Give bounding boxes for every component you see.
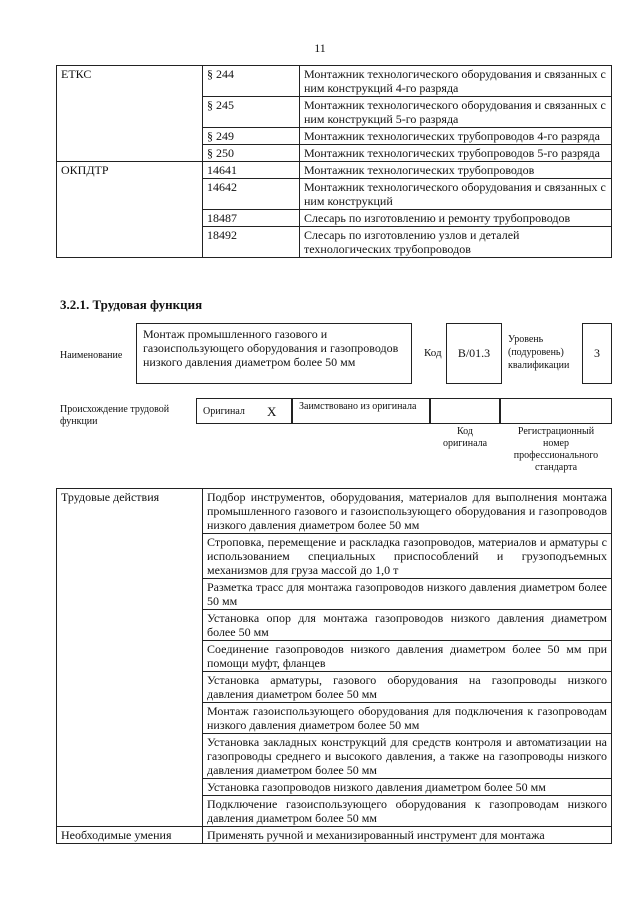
labor-action: Соединение газопроводов низкого давления диаметром более 50 мм при помощи муфт, фланцев	[203, 641, 612, 672]
original-mark: X	[267, 404, 277, 419]
section-title: 3.2.1. Трудовая функция	[60, 297, 203, 312]
codes-code: 14641	[203, 162, 300, 179]
reg-number-box	[500, 398, 612, 424]
codes-name: Слесарь по изготовлению узлов и деталей технологических трубопроводов	[300, 227, 612, 258]
labor-action: Подбор инструментов, оборудования, материалов для выполнения монтажа промышленного газового и газоиспользующего оборудования и газопроводов низкого давления диаметром более 50 мм	[203, 489, 612, 534]
codes-table	[56, 65, 612, 258]
function-name-box	[136, 323, 412, 384]
codes-code: § 245	[203, 97, 300, 128]
codes-code: § 250	[203, 145, 300, 162]
codes-name: Монтажник технологических трубопроводов	[300, 162, 612, 179]
borrowed-label: Заимствовано из оригинала	[299, 401, 417, 412]
codes-code: § 249	[203, 128, 300, 145]
reg-caption: Регистрационный номер профессионального стандарта	[513, 426, 599, 473]
level-value: 3	[594, 346, 600, 360]
original-label: Оригинал	[203, 406, 245, 417]
codes-name: Монтажник технологических трубопроводов 4-го разряда	[300, 128, 612, 145]
codes-name: Слесарь по изготовлению и ремонту трубопроводов	[300, 210, 612, 227]
codes-row	[57, 162, 612, 179]
skills-label: Необходимые умения	[57, 827, 203, 844]
code-label: Код	[424, 347, 442, 359]
codes-code: § 244	[203, 66, 300, 97]
labor-action-row	[57, 489, 612, 534]
labor-action: Установка арматуры, газового оборудования на газопроводы низкого давления диаметром более 50 мм	[203, 672, 612, 703]
codes-name: Монтажник технологического оборудования и связанных с ним конструкций	[300, 179, 612, 210]
level-label: Уровень (подуровень) квалификации	[508, 334, 570, 371]
skill-item: Применять ручной и механизированный инструмент для монтажа	[203, 827, 612, 844]
codes-name: Монтажник технологических трубопроводов 5-го разряда	[300, 145, 612, 162]
level-box	[582, 323, 612, 384]
skills-row	[57, 827, 612, 844]
codes-source: ЕТКС	[57, 66, 203, 162]
codes-name: Монтажник технологического оборудования и связанных с ним конструкций 4-го разряда	[300, 66, 612, 97]
code-caption: Код оригинала	[442, 426, 488, 449]
function-name: Монтаж промышленного газового и газоиспользующего оборудования и газопроводов низкого давления диаметром более 50 мм	[143, 327, 399, 369]
codes-source: ОКПДТР	[57, 162, 203, 258]
labor-action: Установка опор для монтажа газопроводов низкого давления диаметром более 50 мм	[203, 610, 612, 641]
original-code-box	[430, 398, 500, 424]
labor-action: Установка газопроводов низкого давления диаметром более 50 мм	[203, 779, 612, 796]
labor-actions-label: Трудовые действия	[57, 489, 203, 827]
labor-action: Разметка трасс для монтажа газопроводов низкого давления диаметром более 50 мм	[203, 579, 612, 610]
original-box	[196, 398, 292, 424]
page-number: 11	[314, 41, 326, 55]
borrowed-box	[292, 398, 430, 424]
labor-table	[56, 488, 612, 844]
labor-action: Подключение газоиспользующего оборудования к газопроводам низкого давления диаметром более 50 мм	[203, 796, 612, 827]
codes-code: 14642	[203, 179, 300, 210]
codes-code: 18492	[203, 227, 300, 258]
codes-name: Монтажник технологического оборудования и связанных с ним конструкций 5-го разряда	[300, 97, 612, 128]
codes-row	[57, 66, 612, 97]
function-code-box	[446, 323, 502, 384]
codes-code: 18487	[203, 210, 300, 227]
labor-action: Строповка, перемещение и раскладка газопроводов, материалов и арматуры с использованием специальных приспособлений и грузоподъемных механизмов для груза массой до 1,0 т	[203, 534, 612, 579]
function-code: B/01.3	[457, 346, 491, 360]
name-label: Наименование	[60, 350, 123, 361]
labor-action: Установка закладных конструкций для средств контроля и автоматизации на газопроводы среднего и высокого давления, а также на газопроводы низкого давления диаметром более 50 мм	[203, 734, 612, 779]
origin-label: Происхождение трудовой функции	[60, 404, 170, 427]
labor-action: Монтаж газоиспользующего оборудования для подключения к газопроводам низкого давления диаметром более 50 мм	[203, 703, 612, 734]
